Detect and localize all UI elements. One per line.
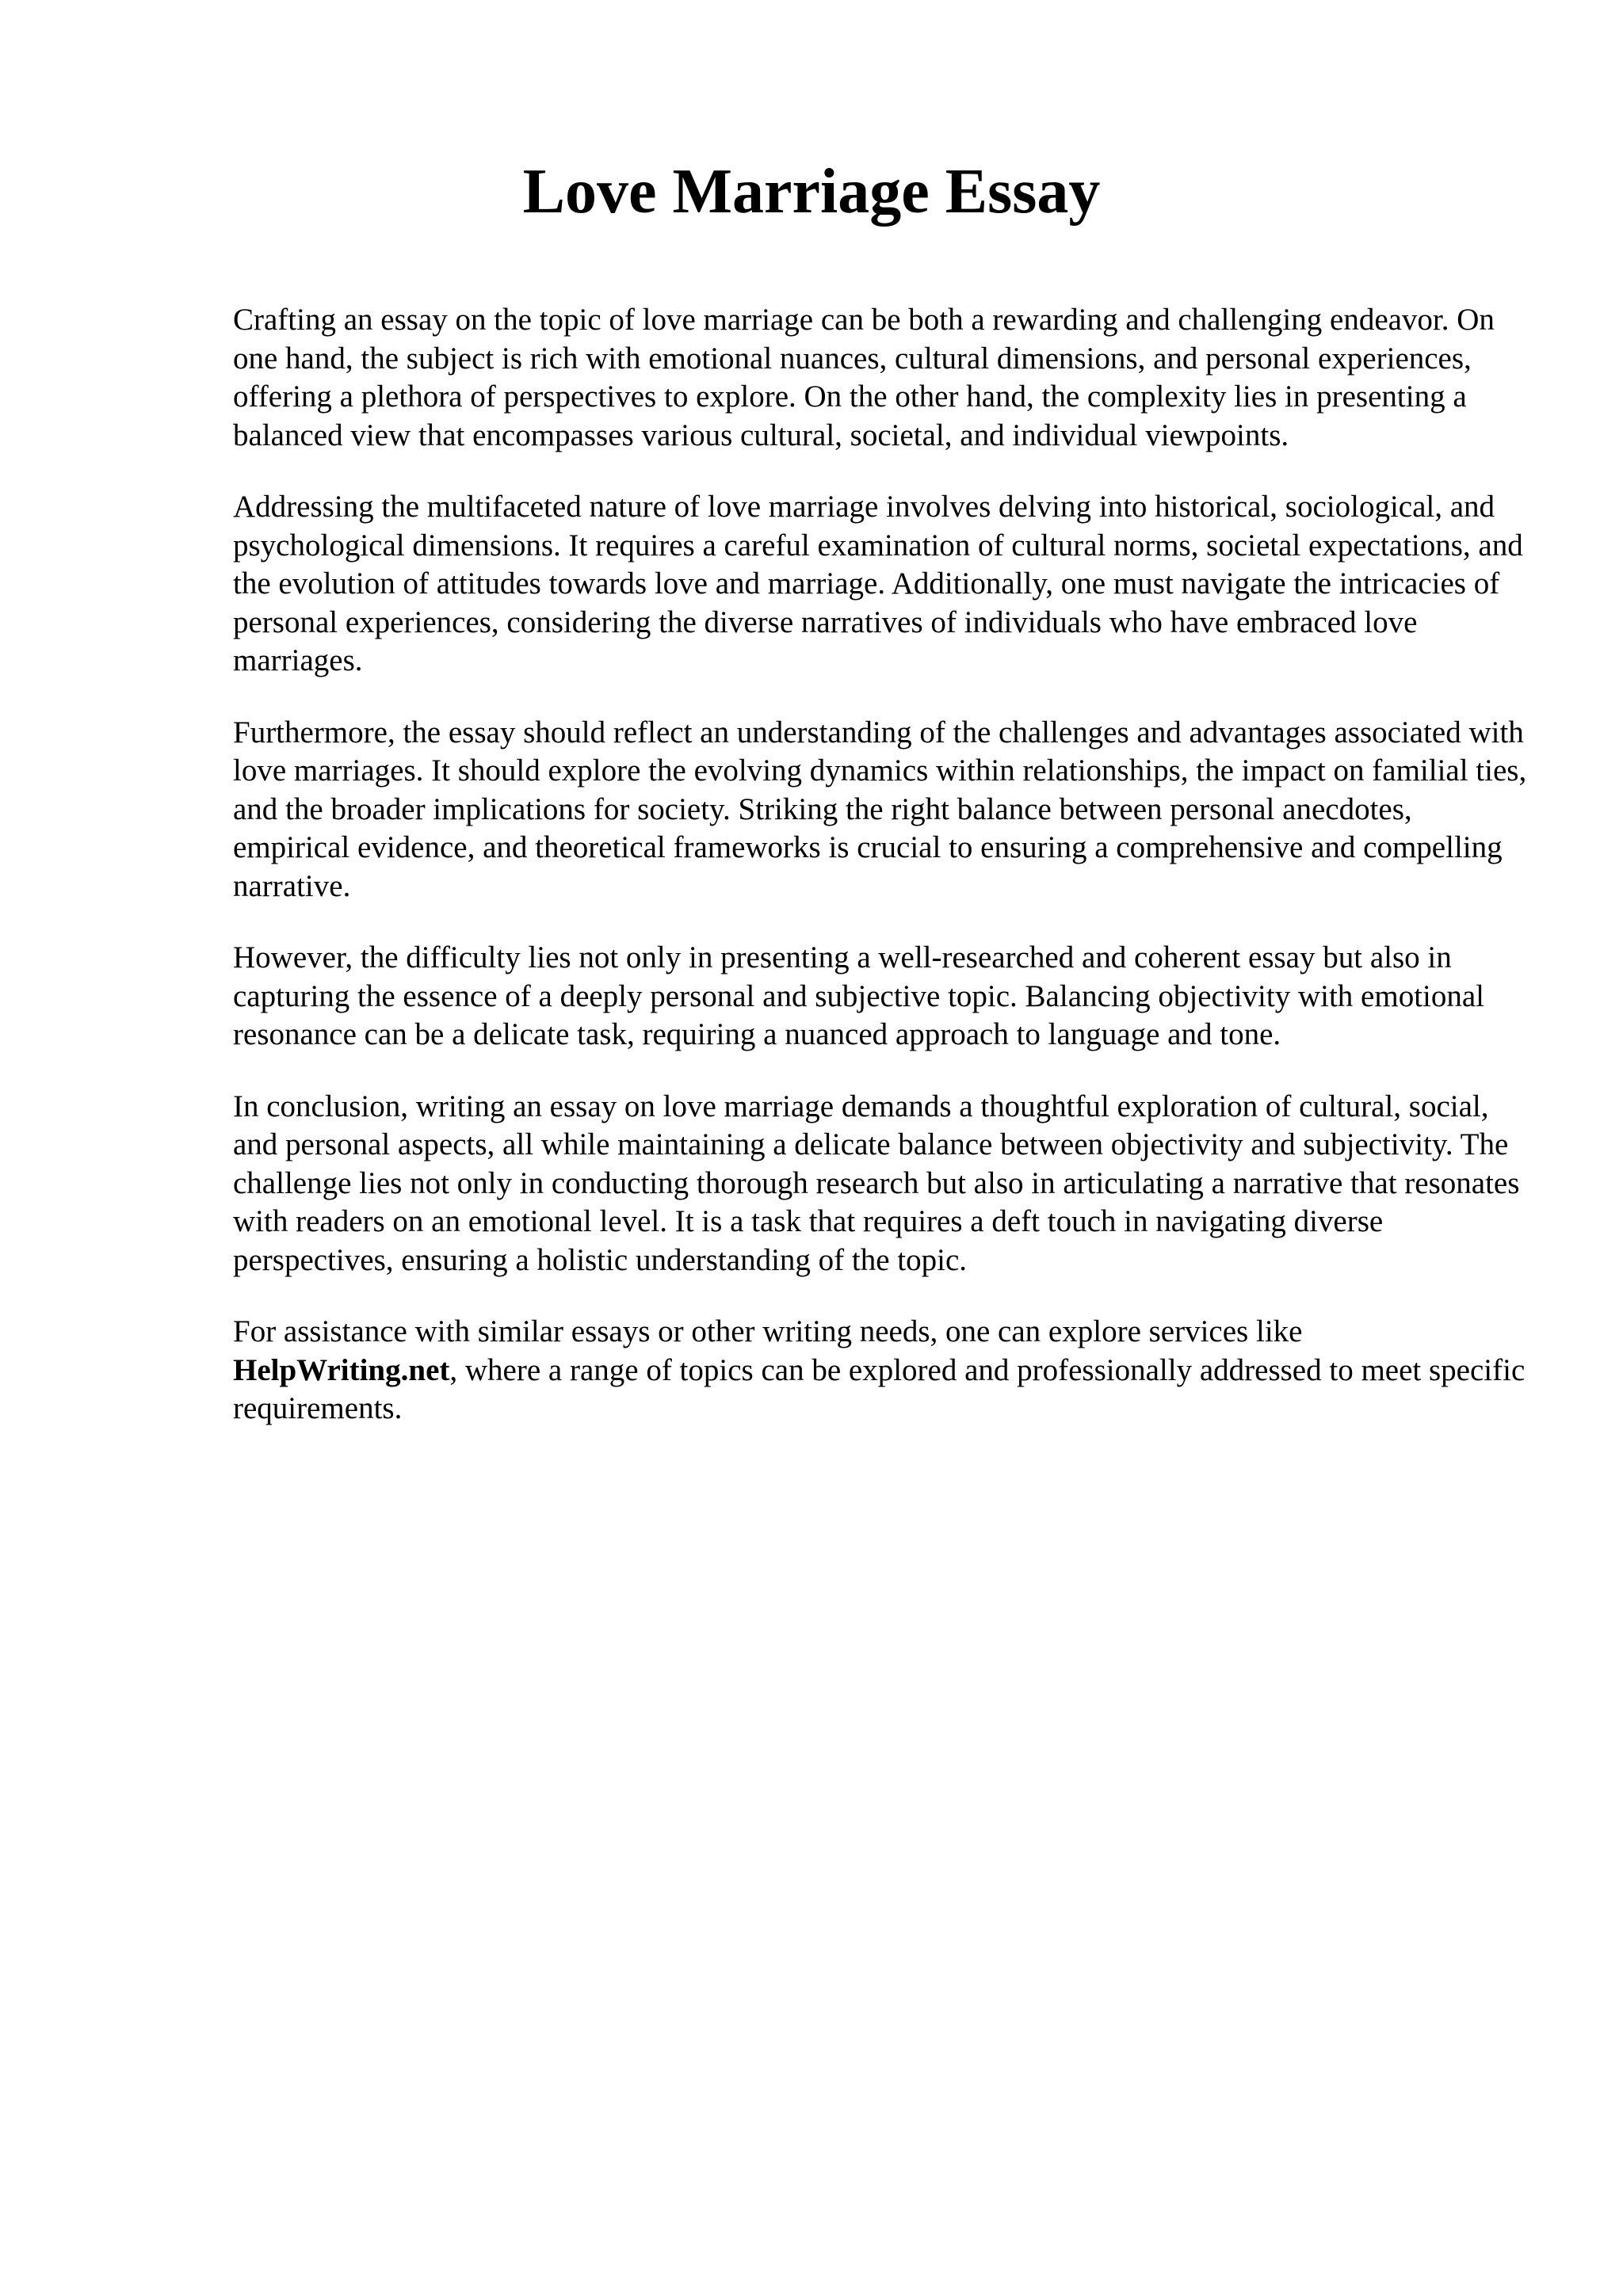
helpwriting-link[interactable]: HelpWriting.net bbox=[233, 1352, 450, 1387]
closing-paragraph bbox=[233, 1313, 1533, 1428]
closing-text-after: , where a range of topics can be explored and professionally addressed to meet specific requirements. bbox=[233, 1352, 1526, 1425]
paragraph-3: Furthermore, the essay should reflect an understanding of the challenges and advantages associated with love marriages. It should explore the evolving dynamics within relationships, the impact on familial ties, and the broader implications for society. Striking the right balance between personal anecdotes, empirical evidence, and theoretical frameworks is crucial to ensuring a comprehensive and compelling narrative. bbox=[233, 715, 1527, 903]
paragraph-4: However, the difficulty lies not only in presenting a well-researched and coherent essay but also in capturing the essence of a deeply personal and subjective topic. Balancing objectivity with emotional resonance can be a delicate task, requiring a nuanced approach to language and tone. bbox=[233, 940, 1485, 1051]
closing-text-before: For assistance with similar essays or other writing needs, one can explore services like bbox=[233, 1314, 1303, 1348]
paragraph-1: Crafting an essay on the topic of love marriage can be both a rewarding and challenging endeavor. On one hand, the subject is rich with emotional nuances, cultural dimensions, and personal experiences, offering a plethora of perspectives to explore. On the other hand, the complexity lies in presenting a balanced view that encompasses various cultural, societal, and individual viewpoints. bbox=[233, 303, 1495, 452]
paragraph-2: Addressing the multifaceted nature of love marriage involves delving into historical, sociological, and psychological dimensions. It requires a careful examination of cultural norms, societal expectations, and the evolution of attitudes towards love and marriage. Additionally, one must navigate the intricacies of personal experiences, considering the diverse narratives of individuals who have embraced love marriages. bbox=[233, 490, 1523, 677]
paragraph-5: In conclusion, writing an essay on love marriage demands a thoughtful exploration of cultural, social, and personal aspects, all while maintaining a delicate balance between objectivity and subjectivity. The challenge lies not only in conducting thorough research but also in articulating a narrative that resonates with readers on an emotional level. It is a task that requires a deft touch in navigating diverse perspectives, ensuring a holistic understanding of the topic. bbox=[233, 1089, 1520, 1277]
document-title: Love Marriage Essay bbox=[522, 157, 1101, 227]
document-body bbox=[233, 301, 1533, 1462]
